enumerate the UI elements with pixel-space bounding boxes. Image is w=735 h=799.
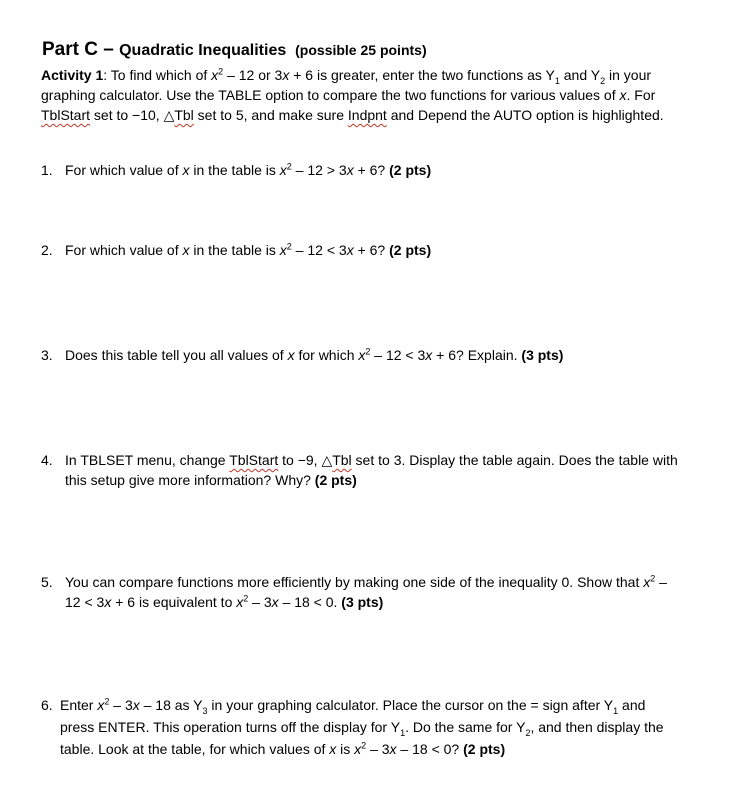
text: For which value of <box>65 162 183 178</box>
text: . Do the same for Y <box>405 719 526 735</box>
var-x: x <box>279 242 287 258</box>
text: + 6? <box>353 162 390 178</box>
var-x: x <box>211 67 219 83</box>
var-x: x <box>329 741 337 757</box>
text: set to −10, △ <box>90 107 175 123</box>
text: – 12 < 3 <box>370 347 426 363</box>
question-number: 3. <box>41 347 53 363</box>
question-number: 5. <box>41 574 53 590</box>
var-x: x <box>287 347 295 363</box>
text: – 12 < 3 <box>65 574 667 610</box>
var-x: x <box>389 741 397 757</box>
subscript: 2 <box>525 727 531 738</box>
exponent: 2 <box>243 593 249 604</box>
question-4 <box>41 450 681 490</box>
text: set to 3. Display the table again. Does the table with this setup give more information? Why? <box>65 452 678 488</box>
text: – 18 < 0? <box>396 741 464 757</box>
text: – 3 <box>366 741 390 757</box>
text: in your graphing calculator. Place the cursor on the = sign after Y <box>207 697 614 713</box>
var-x: x <box>643 574 651 590</box>
text: , and then display the table. Look at the table, for which values of <box>60 719 664 757</box>
text: in the table is <box>189 162 280 178</box>
exponent: 2 <box>361 740 367 751</box>
question-3 <box>41 345 681 365</box>
question-number: 1. <box>41 162 53 178</box>
indpnt-term: Indpnt <box>347 107 387 123</box>
text: : To find which of <box>103 67 212 83</box>
text: + 6 is greater, enter the two functions as Y <box>289 67 555 83</box>
subscript: 1 <box>400 727 406 738</box>
text: – 18 < 0. <box>278 594 342 610</box>
activity-label: Activity 1 <box>41 67 104 83</box>
question-number: 4. <box>41 452 53 468</box>
points: (3 pts) <box>521 347 564 363</box>
text: You can compare functions more efficiently by making one side of the inequality 0. Show that <box>65 574 644 590</box>
question-5 <box>41 572 681 612</box>
text: . For <box>626 87 656 103</box>
exponent: 2 <box>286 161 292 172</box>
tblstart-term: TblStart <box>229 452 279 468</box>
text: – 3 <box>248 594 272 610</box>
activity-instructions <box>41 65 681 125</box>
title-points: (possible 25 points) <box>295 42 427 58</box>
text: For which value of <box>65 242 183 258</box>
points: (2 pts) <box>389 162 432 178</box>
question-2 <box>41 240 681 260</box>
text: to −9, △ <box>278 452 333 468</box>
var-x: x <box>282 67 290 83</box>
points: (3 pts) <box>341 594 384 610</box>
question-number: 2. <box>41 242 53 258</box>
text: – 18 as Y <box>139 697 203 713</box>
points: (2 pts) <box>314 472 357 488</box>
exponent: 2 <box>104 696 110 707</box>
var-x: x <box>619 87 627 103</box>
var-x: x <box>354 741 362 757</box>
var-x: x <box>182 242 190 258</box>
text: Enter <box>60 697 98 713</box>
var-x: x <box>346 242 354 258</box>
exponent: 2 <box>218 66 224 77</box>
var-x: x <box>271 594 279 610</box>
text: and Y <box>559 67 601 83</box>
var-x: x <box>182 162 190 178</box>
text: In TBLSET menu, change <box>65 452 230 468</box>
exponent: 2 <box>650 573 656 584</box>
var-x: x <box>236 594 244 610</box>
var-x: x <box>97 697 105 713</box>
text: – 12 < 3 <box>291 242 347 258</box>
page-title <box>42 26 427 63</box>
tblstart-term: TblStart <box>41 107 91 123</box>
question-1 <box>41 160 681 180</box>
var-x: x <box>104 594 112 610</box>
points: (2 pts) <box>389 242 432 258</box>
text: – 12 > 3 <box>291 162 347 178</box>
exponent: 2 <box>365 346 371 357</box>
text: + 6? <box>353 242 390 258</box>
text: + 6 is equivalent to <box>111 594 237 610</box>
var-x: x <box>346 162 354 178</box>
subscript: 2 <box>600 75 606 86</box>
text: and Depend the AUTO option is highlighted. <box>386 107 664 123</box>
exponent: 2 <box>286 241 292 252</box>
tbl-term: Tbl <box>332 452 352 468</box>
tbl-term: Tbl <box>174 107 194 123</box>
var-x: x <box>425 347 433 363</box>
text: + 6? Explain. <box>432 347 522 363</box>
question-6 <box>41 694 681 760</box>
title-dash: – <box>97 39 120 60</box>
subscript: 1 <box>554 75 560 86</box>
subscript: 1 <box>613 705 619 716</box>
text: – 12 or 3 <box>223 67 283 83</box>
text: set to 5, and make sure <box>193 107 348 123</box>
text: is <box>336 741 355 757</box>
points: (2 pts) <box>463 741 506 757</box>
title-subject: Quadratic Inequalities <box>119 42 287 59</box>
text: – 3 <box>109 697 133 713</box>
subscript: 3 <box>202 705 208 716</box>
var-x: x <box>132 697 140 713</box>
title-part: Part C <box>42 39 98 60</box>
var-x: x <box>358 347 366 363</box>
text: for which <box>294 347 359 363</box>
text: in the table is <box>189 242 280 258</box>
text: and press ENTER. This operation turns off the display for Y <box>60 697 646 735</box>
question-number: 6. <box>41 697 53 713</box>
text: in your graphing calculator. Use the TABLE option to compare the two functions for various values of <box>41 67 652 103</box>
text: Does this table tell you all values of <box>65 347 288 363</box>
var-x: x <box>279 162 287 178</box>
